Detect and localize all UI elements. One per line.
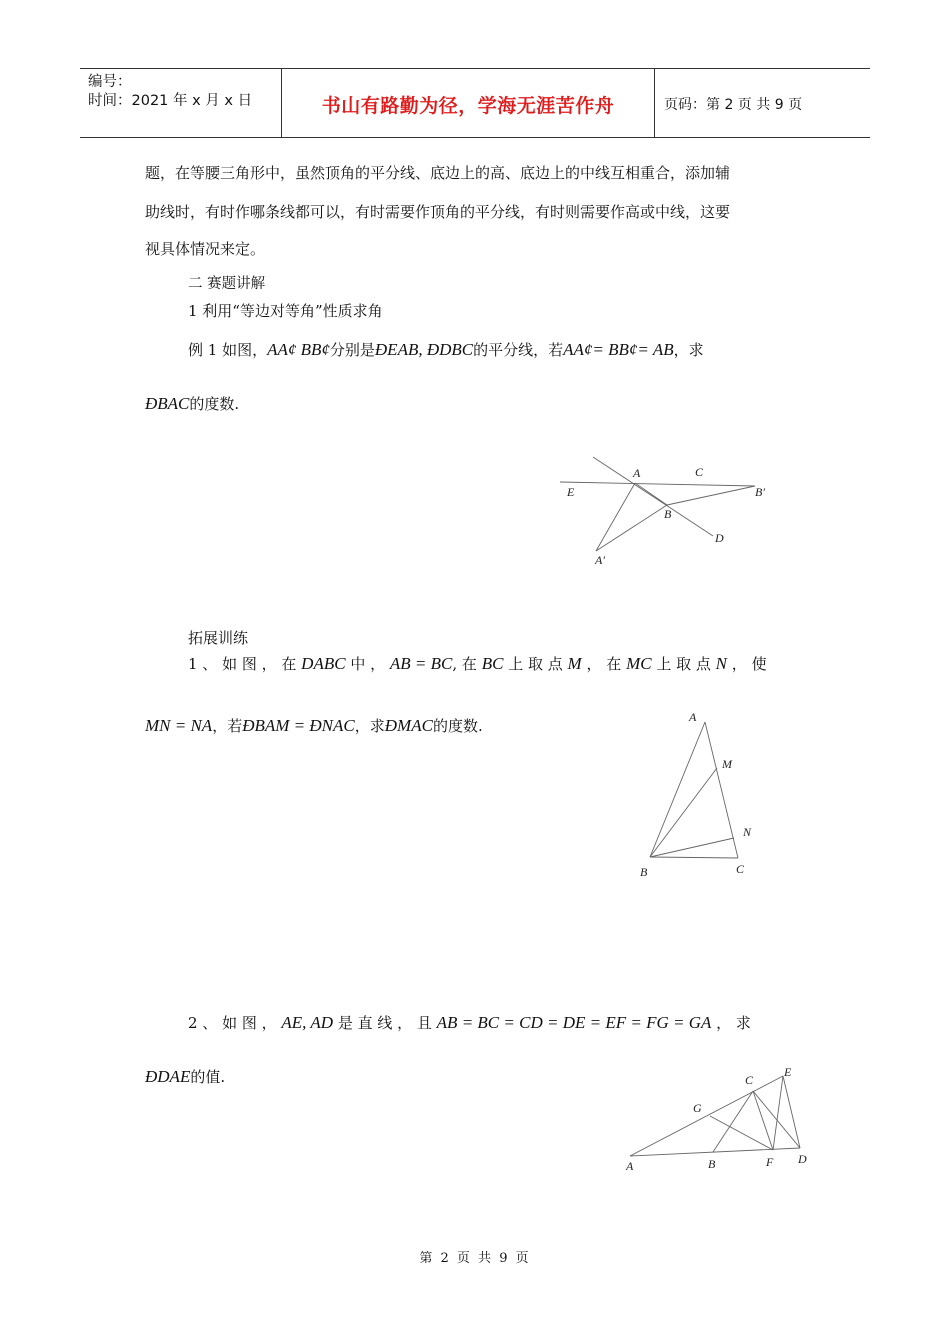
page-footer: 第 2 页 共 9 页 bbox=[419, 1251, 531, 1266]
example1-text: 的度数. bbox=[189, 395, 240, 413]
math-expr: N bbox=[715, 654, 728, 673]
fig1-label: A′ bbox=[595, 553, 605, 567]
fig1-label: C bbox=[695, 465, 704, 479]
time-label: 时间：2021 年 x 月 x 日 bbox=[88, 93, 253, 109]
line-CB bbox=[713, 1091, 753, 1152]
fig3-label: D bbox=[798, 1152, 807, 1166]
practice2-line1 bbox=[188, 1012, 751, 1033]
practice1-line2 bbox=[145, 715, 483, 736]
fig2-label: C bbox=[736, 862, 745, 876]
math-expr: AE, AD bbox=[281, 1013, 334, 1032]
math-expr: AB = BC = CD = DE = EF = FG = GA bbox=[436, 1013, 712, 1032]
fig3-label: G bbox=[693, 1101, 702, 1115]
practice-text: 2 、 如 图 ， bbox=[188, 1014, 277, 1032]
example1-line1 bbox=[188, 339, 704, 360]
example1-text: 分别是 bbox=[329, 341, 375, 359]
math-expr: ÐMAC bbox=[384, 716, 433, 735]
figure-3 bbox=[620, 1060, 820, 1180]
fig2-label: A bbox=[689, 710, 697, 724]
fig2-label: N bbox=[743, 825, 752, 839]
line-EB bbox=[560, 482, 755, 486]
example1-text: 的平分线，若 bbox=[473, 341, 564, 359]
practice-text: 的值. bbox=[190, 1068, 226, 1086]
math-expr: ÐEAB, ÐDBC bbox=[374, 340, 474, 359]
header-page-info: 页码：第 2 页 共 9 页 bbox=[664, 97, 803, 113]
figure-1 bbox=[560, 450, 780, 575]
math-expr: BC bbox=[481, 654, 504, 673]
line-BB bbox=[667, 486, 755, 505]
math-expr: AA¢= BB¢= AB bbox=[563, 340, 674, 359]
practice-text: , 在 bbox=[452, 655, 477, 673]
practice-text: ，若 bbox=[212, 717, 243, 735]
intro-line-1: 题，在等腰三角形中，虽然顶角的平分线、底边上的高、底边上的中线互相重合，添加辅 bbox=[145, 164, 731, 182]
line-AB2 bbox=[596, 505, 667, 551]
line-AA bbox=[596, 483, 635, 551]
math-expr: AA¢ BB¢ bbox=[267, 340, 330, 359]
number-label: 编号： bbox=[88, 74, 132, 90]
practice-text: 中 ， bbox=[350, 655, 386, 673]
intro-line-3: 视具体情况来定。 bbox=[145, 240, 266, 258]
math-expr: MC bbox=[626, 654, 652, 673]
practice2-line2 bbox=[145, 1066, 225, 1087]
fig3-label: E bbox=[784, 1065, 792, 1079]
fig2-label: M bbox=[722, 757, 732, 771]
fig1-label: E bbox=[567, 485, 575, 499]
math-expr: ÐBAC bbox=[145, 394, 190, 413]
fig3-label: A bbox=[626, 1159, 634, 1173]
example1-text: ，求 bbox=[673, 341, 704, 359]
fig3-label: C bbox=[745, 1073, 754, 1087]
practice-text: ， 在 bbox=[586, 655, 622, 673]
practice-title: 拓展训练 bbox=[188, 629, 249, 647]
practice-text: ，求 bbox=[354, 717, 385, 735]
math-expr: MN = NA bbox=[145, 716, 213, 735]
subsection-title: 1 利用“等边对等角”性质求角 bbox=[188, 302, 383, 320]
line-AE bbox=[630, 1076, 783, 1156]
practice-text: 是 直 线 ， 且 bbox=[337, 1014, 432, 1032]
figure-2 bbox=[630, 705, 770, 885]
practice-text: 上 取 点 bbox=[656, 655, 711, 673]
practice-text: 的度数. bbox=[432, 717, 483, 735]
practice-text: 上 取 点 bbox=[508, 655, 563, 673]
practice1-line1 bbox=[188, 653, 767, 674]
fig1-label: A bbox=[633, 466, 641, 480]
line-AM bbox=[650, 768, 717, 857]
fig2-label: B bbox=[640, 865, 648, 879]
practice-text: 1 、 如 图 ， 在 bbox=[188, 655, 297, 673]
fig1-label: D bbox=[715, 531, 724, 545]
header-divider bbox=[654, 69, 655, 137]
example1-prefix: 例 1 如图， bbox=[188, 341, 268, 359]
header-table bbox=[80, 68, 870, 138]
math-expr: AB = BC bbox=[389, 654, 453, 673]
math-expr: ÐBAM = ÐNAC bbox=[242, 716, 355, 735]
line-EF bbox=[773, 1076, 783, 1150]
practice-text: ， 使 bbox=[731, 655, 767, 673]
section-title: 二 赛题讲解 bbox=[188, 276, 266, 292]
fig1-label: B′ bbox=[755, 485, 765, 499]
header-motto: 书山有路勤为径，学海无涯苦作舟 bbox=[321, 95, 615, 117]
math-expr: ÐDAE bbox=[145, 1067, 191, 1086]
line-AB bbox=[650, 722, 705, 857]
fig3-label: F bbox=[766, 1155, 774, 1169]
line-AC bbox=[705, 722, 738, 858]
fig1-label: B bbox=[664, 507, 672, 521]
math-expr: M bbox=[567, 654, 582, 673]
header-meta bbox=[88, 73, 252, 111]
line-BC bbox=[650, 857, 738, 858]
intro-line-2: 助线时，有时作哪条线都可以，有时需要作顶角的平分线，有时则需要作高或中线，这要 bbox=[145, 203, 731, 221]
math-expr: DABC bbox=[301, 654, 346, 673]
fig3-label: B bbox=[708, 1157, 716, 1171]
line-AB bbox=[635, 483, 667, 505]
practice-text: ， 求 bbox=[716, 1014, 751, 1032]
example1-line2 bbox=[145, 393, 239, 414]
